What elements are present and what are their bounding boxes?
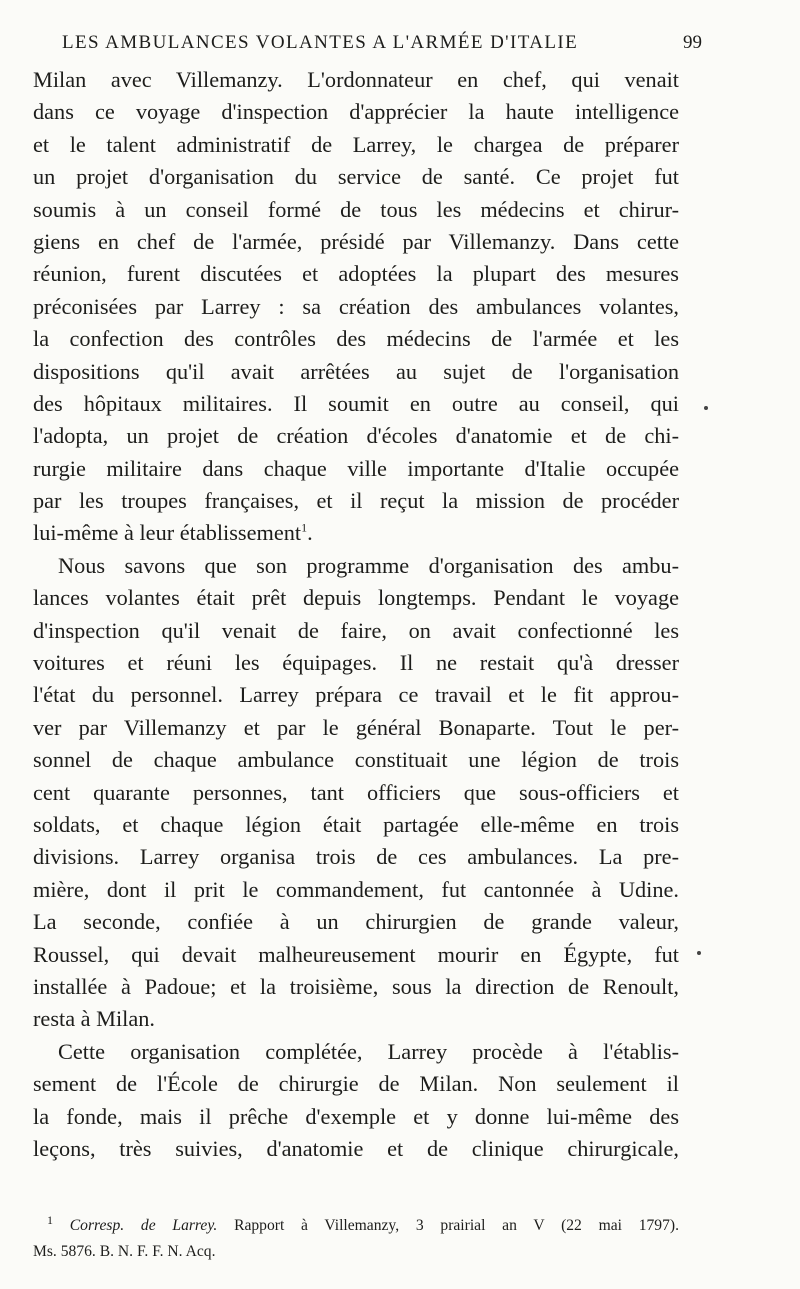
text-line: sonnel de chaque ambulance constituait une légion de trois — [33, 747, 679, 773]
text-line: voitures et réuni les équipages. Il ne restait qu'à dresser — [33, 650, 679, 676]
text-line: dispositions qu'il avait arrêtées au sujet de l'organisation — [33, 358, 679, 384]
text-line: par les troupes françaises, et il reçut la mission de procéder — [33, 488, 679, 514]
text-line: et le talent administratif de Larrey, le chargea de préparer — [33, 131, 679, 157]
footnote-line — [33, 1213, 679, 1239]
text-line: lances volantes était prêt depuis longtemps. Pendant le voyage — [33, 585, 679, 611]
footnote-reference: 1 — [301, 521, 308, 536]
text-line: ver par Villemanzy et par le général Bonaparte. Tout le per- — [33, 714, 679, 740]
running-title: LES AMBULANCES VOLANTES A L'ARMÉE D'ITALIE — [62, 32, 579, 53]
text-line: soldats, et chaque légion était partagée elle-même en trois — [33, 811, 679, 837]
text-line: Roussel, qui devait malheureusement mourir en Égypte, fut — [33, 941, 679, 967]
paragraph-start-line: Cette organisation complétée, Larrey procède à l'établis- — [58, 1038, 679, 1064]
print-speck — [704, 406, 708, 410]
text-line: préconisées par Larrey : sa création des ambulances volantes, — [33, 293, 679, 319]
footnote-marker: 1 — [47, 1212, 53, 1227]
text-line-content: lui-même à leur établissement — [33, 520, 302, 546]
footnote-source: Corresp. de Larrey. — [69, 1217, 218, 1234]
text-line: mière, dont il prit le commandement, fut cantonnée à Udine. — [33, 876, 679, 902]
text-line: réunion, furent discutées et adoptées la plupart des mesures — [33, 261, 679, 287]
text-line: rurgie militaire dans chaque ville importante d'Italie occupée — [33, 455, 679, 481]
text-line: la fonde, mais il prêche d'exemple et y donne lui-même des — [33, 1103, 679, 1129]
text-line: cent quarante personnes, tant officiers que sous-officiers et — [33, 779, 679, 805]
text-line: Milan avec Villemanzy. L'ordonnateur en chef, qui venait — [33, 67, 679, 92]
text-line: un projet d'organisation du service de santé. Ce projet fut — [33, 164, 679, 190]
text-line: la confection des contrôles des médecins de l'armée et les — [33, 326, 679, 352]
text-line: leçons, très suivies, d'anatomie et de clinique chirurgicale, — [33, 1135, 679, 1161]
body-text — [33, 64, 679, 1165]
text-line: giens en chef de l'armée, présidé par Villemanzy. Dans cette — [33, 228, 679, 254]
footnote-line: Ms. 5876. B. N. F. F. N. Acq. — [33, 1243, 216, 1260]
text-line: installée à Padoue; et la troisième, sous la direction de Renoult, — [33, 973, 679, 999]
running-head — [62, 28, 702, 58]
text-line: divisions. Larrey organisa trois de ces ambulances. La pre- — [33, 844, 679, 870]
text-line: sement de l'École de chirurgie de Milan. Non seulement il — [33, 1071, 679, 1097]
text-line: l'état du personnel. Larrey prépara ce travail et le fit approu- — [33, 682, 679, 708]
text-line: l'adopta, un projet de création d'écoles d'anatomie et de chi- — [33, 423, 679, 449]
footnote-text: Rapport à Villemanzy, 3 prairial an V (22 mai 1797). — [234, 1217, 679, 1234]
page-number: 99 — [683, 32, 702, 53]
text-line: La seconde, confiée à un chirurgien de grande valeur, — [33, 909, 679, 935]
footnotes — [33, 1213, 679, 1265]
text-line: des hôpitaux militaires. Il soumit en outre au conseil, qui — [33, 390, 679, 416]
text-line: resta à Milan. — [33, 1006, 155, 1032]
paragraph-start-line: Nous savons que son programme d'organisation des ambu- — [58, 552, 679, 578]
text-line: soumis à un conseil formé de tous les médecins et chirur- — [33, 196, 679, 222]
text-line: d'inspection qu'il venait de faire, on avait confectionné les — [33, 617, 679, 643]
text-line-with-footnote: lui-même à leur établissement$^1$. — [33, 520, 313, 546]
text-line: dans ce voyage d'inspection d'apprécier la haute intelligence — [33, 99, 679, 125]
print-speck — [697, 951, 701, 955]
